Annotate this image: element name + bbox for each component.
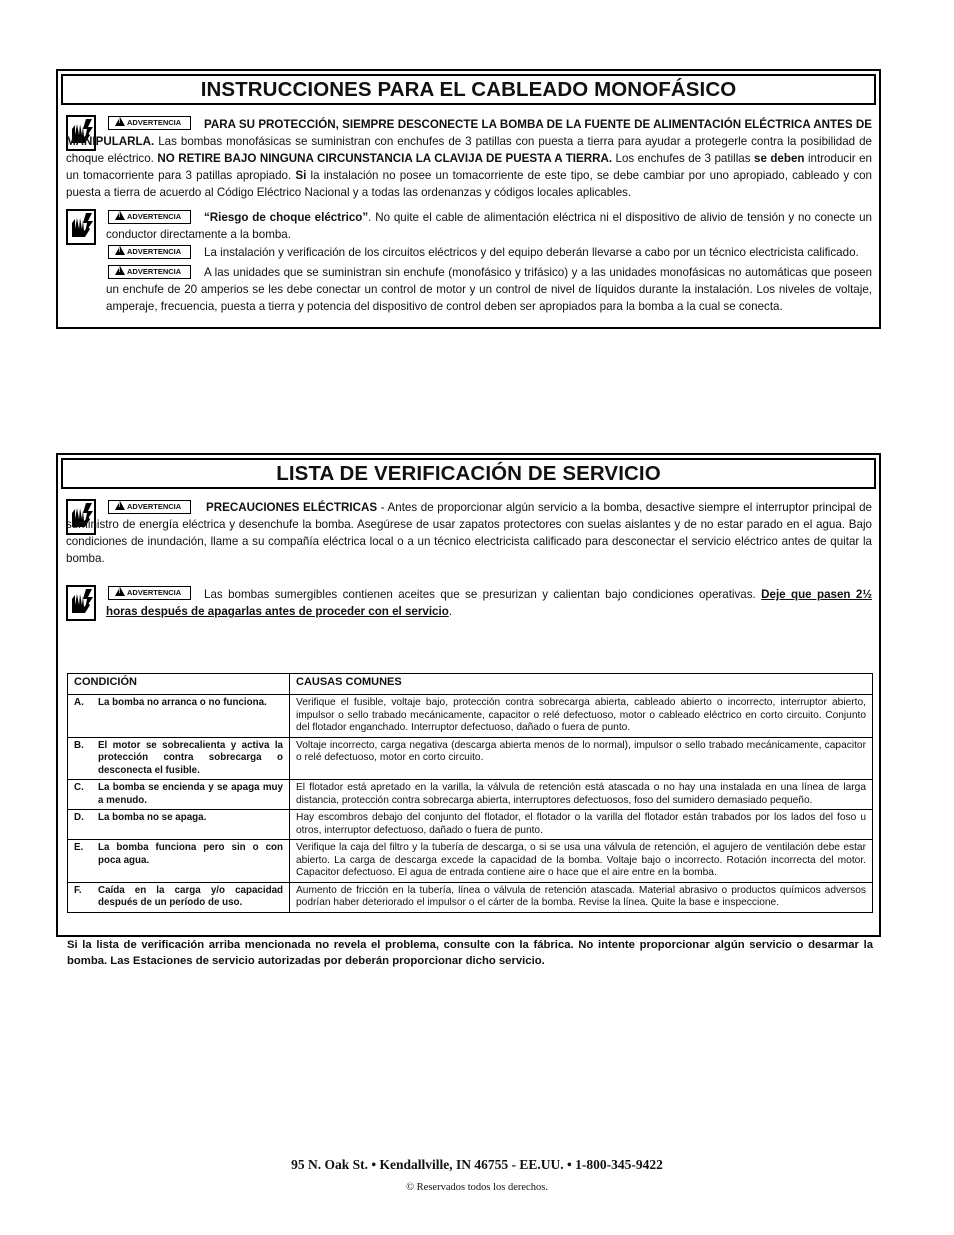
condition-cell (68, 882, 290, 912)
condition-letter: D. (74, 812, 84, 823)
warning-label: ADVERTENCIA (127, 118, 182, 127)
table-row (68, 810, 873, 840)
p1-text2: Los enchufes de 3 patillas (612, 152, 754, 165)
section-title-wiring: INSTRUCCIONES PARA EL CABLEADO MONOFÁSICO (61, 74, 876, 105)
condition-letter: C. (74, 782, 84, 793)
paragraph-oil-pressure (106, 586, 872, 620)
p1-bold3: se deben (754, 152, 805, 165)
precautions-bold: PRECAUCIONES ELÉCTRICAS (206, 501, 378, 514)
p3-text: La instalación y verificación de los circuitos eléctricos y del equipo deberán llevarse a cabo por un técnico electricista calificado. (204, 246, 859, 259)
paragraph-disconnect (66, 116, 872, 201)
condition-text: La bomba no arranca o no funciona. (98, 697, 267, 708)
condition-cell (68, 840, 290, 883)
p1-bold1: PARA SU PROTECCIÓN, SIEMPRE DESCONECTE LA BOMBA DE LA FUENTE DE ALIMENTACIÓN ELÉCTRICA ANTES DE MANIPULARLA. (66, 118, 872, 148)
p4-text: A las unidades que se suministran sin enchufe (monofásico y trifásico) y a las unidades monofásicas no automáticas que poseen un enchufe de 20 amperios se les debe conectar un control de motor y un control de nivel de líquidos durante la instalación. Los niveles de voltaje, amperaje, frecuencia, puesta a tierra y potencia del dispositivo de control deben ser apropiados para la bomba a la cual se conecta. (106, 266, 872, 313)
table-row (68, 840, 873, 883)
warning-label: ADVERTENCIA (127, 212, 182, 221)
service-checklist-table (67, 673, 873, 913)
wiring-instructions-section (56, 69, 881, 329)
causes-cell: Hay escombros debajo del conjunto del flotador, el flotador o la varilla del flotador están trabados por los lados del foso u otros, interruptor defectuoso, dañado o fuera de punto. (290, 810, 873, 840)
condition-cell (68, 780, 290, 810)
causes-cell: Aumento de fricción en la tubería, línea o válvula de retención atascada. Material abrasivo o productos químicos adversos podrían haber deteriorado el impulsor o el cárter de la bomba. Revise la línea. Quite la base e inspeccione. (290, 882, 873, 912)
footer-note: Si la lista de verificación arriba mencionada no revela el problema, consulte con la fábrica. No intente proporcionar algún servicio o desarmar la bomba. Las Estaciones de servicio autorizadas por deberán proporcionar dicho servicio. (67, 939, 873, 967)
condition-text: El motor se sobrecalienta y activa la protección contra sobrecarga o desconecta el fusible. (98, 739, 283, 776)
p1-text3: introducir en un tomacorriente para 3 patillas apropiado. (66, 152, 872, 182)
condition-letter: E. (74, 842, 84, 853)
condition-cell (68, 737, 290, 780)
condition-cell (68, 695, 290, 738)
table-header-row (68, 674, 873, 695)
copyright-notice: © Reservados todos los derechos. (406, 1182, 548, 1193)
section-title-service: LISTA DE VERIFICACIÓN DE SERVICIO (61, 458, 876, 489)
table-row (68, 780, 873, 810)
company-address: 95 N. Oak St. • Kendallville, IN 46755 - EE.UU. • 1-800-345-9422 (291, 1157, 663, 1172)
p2-text: . No quite el cable de alimentación eléctrica ni el dispositivo de alivio de tensión y no conecte un conductor directamente a la bomba. (106, 211, 872, 241)
table-body (68, 695, 873, 913)
causes-cell: Verifique el fusible, voltaje bajo, protección contra sobrecarga abierta, cableado abierto o incorrecto, interruptor abierto, impulsor o sello trabado mecánicamente, capacitor o relé defectuoso, motor o cableado eléctrico en corto circuito. Conjunto del flotador enganchado. Interruptor defectuoso, dañado o fuera de punto. (290, 695, 873, 738)
paragraph-electrical-precautions (66, 499, 872, 567)
condition-text: La bomba no se apaga. (98, 812, 207, 823)
causes-cell: Verifique la caja del filtro y la tubería de descarga, o si se usa una válvula de retención, el agujero de ventilación debe estar abierto. La carga de descarga excede la capacidad de la bomba. Voltaje bajo o incorrecto. Rotación incorrecta del motor. Capacitor defectuoso. El agua de entrada contiene aire o hace que el aire entre en la bomba. (290, 840, 873, 883)
electric-shock-hazard-icon (66, 585, 96, 621)
p1-bold4: Si (295, 169, 307, 182)
p1-text4: la instalación no posee un tomacorriente de este tipo, se debe cambiar por uno apropiado, cableado y con puesta a tierra de acuerdo al Código Eléctrico Nacional y a todas las ordenanzas y códigos locales aplicables. (66, 169, 873, 199)
table-row (68, 882, 873, 912)
paragraph-qualified-tech (106, 244, 872, 261)
causes-cell: Voltaje incorrecto, carga negativa (descarga abierta menos de lo normal), impulsor o sello trabado mecánicamente, capacitor o relé defectuoso, motor en corto circuito. (290, 737, 873, 780)
condition-letter: F. (74, 884, 82, 896)
condition-text: Caída en la carga y/o capacidad después de un período de uso. (98, 884, 283, 908)
paragraph-motor-control (106, 264, 872, 315)
warning-label: ADVERTENCIA (127, 267, 182, 276)
header-condition: CONDICIÓN (68, 674, 290, 695)
condition-text: La bomba se encienda y se apaga muy a menudo. (98, 782, 283, 806)
warning-label: ADVERTENCIA (127, 588, 182, 597)
header-causes: CAUSAS COMUNES (290, 674, 873, 695)
p1-text1: Las bombas monofásicas se suministran con enchufes de 3 patillas con puesta a tierra para ayudar a protegerle contra la posibilidad de choque eléctrico. (66, 135, 872, 165)
condition-text: La bomba funciona pero sin o con poca agua. (98, 842, 283, 866)
condition-letter: A. (74, 697, 84, 708)
paragraph-shock-risk (106, 209, 872, 243)
oil-end: . (448, 605, 453, 618)
table-row (68, 737, 873, 780)
precautions-text: - Antes de proporcionar algún servicio a la bomba, desactive siempre el interruptor principal de suministro de energía eléctrica y desenchufe la bomba. Asegúrese de usar zapatos protectores con suelas aislantes y de no estar parado en el agua. Bajo condiciones de inundación, llame a su compañía eléctrica local o a un técnico electricista calificado para desconectar el servicio eléctrico antes de quitar la bomba. (66, 501, 872, 565)
condition-letter: B. (74, 739, 84, 751)
p1-bold2: NO RETIRE BAJO NINGUNA CIRCUNSTANCIA LA CLAVIJA DE PUESTA A TIERRA. (157, 152, 613, 165)
condition-cell (68, 810, 290, 840)
electric-shock-hazard-icon (66, 209, 96, 245)
warning-label: ADVERTENCIA (127, 247, 182, 256)
warning-label: ADVERTENCIA (127, 502, 182, 511)
p2-bold: “Riesgo de choque eléctrico” (204, 211, 369, 224)
table-row (68, 695, 873, 738)
oil-text: Las bombas sumergibles contienen aceites que se presurizan y calientan bajo condiciones operativas. (204, 588, 762, 601)
causes-cell: El flotador está apretado en la varilla, la válvula de retención está atascada o no hay una instalada en una línea de larga distancia, protección contra sobrecarga abierta, interruptores defectuosos, foso del sumidero demasiado pequeño. (290, 780, 873, 810)
oil-wait-underline: Deje que pasen 2½ horas después de apagarlas antes de proceder con el servicio (106, 588, 872, 618)
service-checklist-section (56, 453, 881, 967)
